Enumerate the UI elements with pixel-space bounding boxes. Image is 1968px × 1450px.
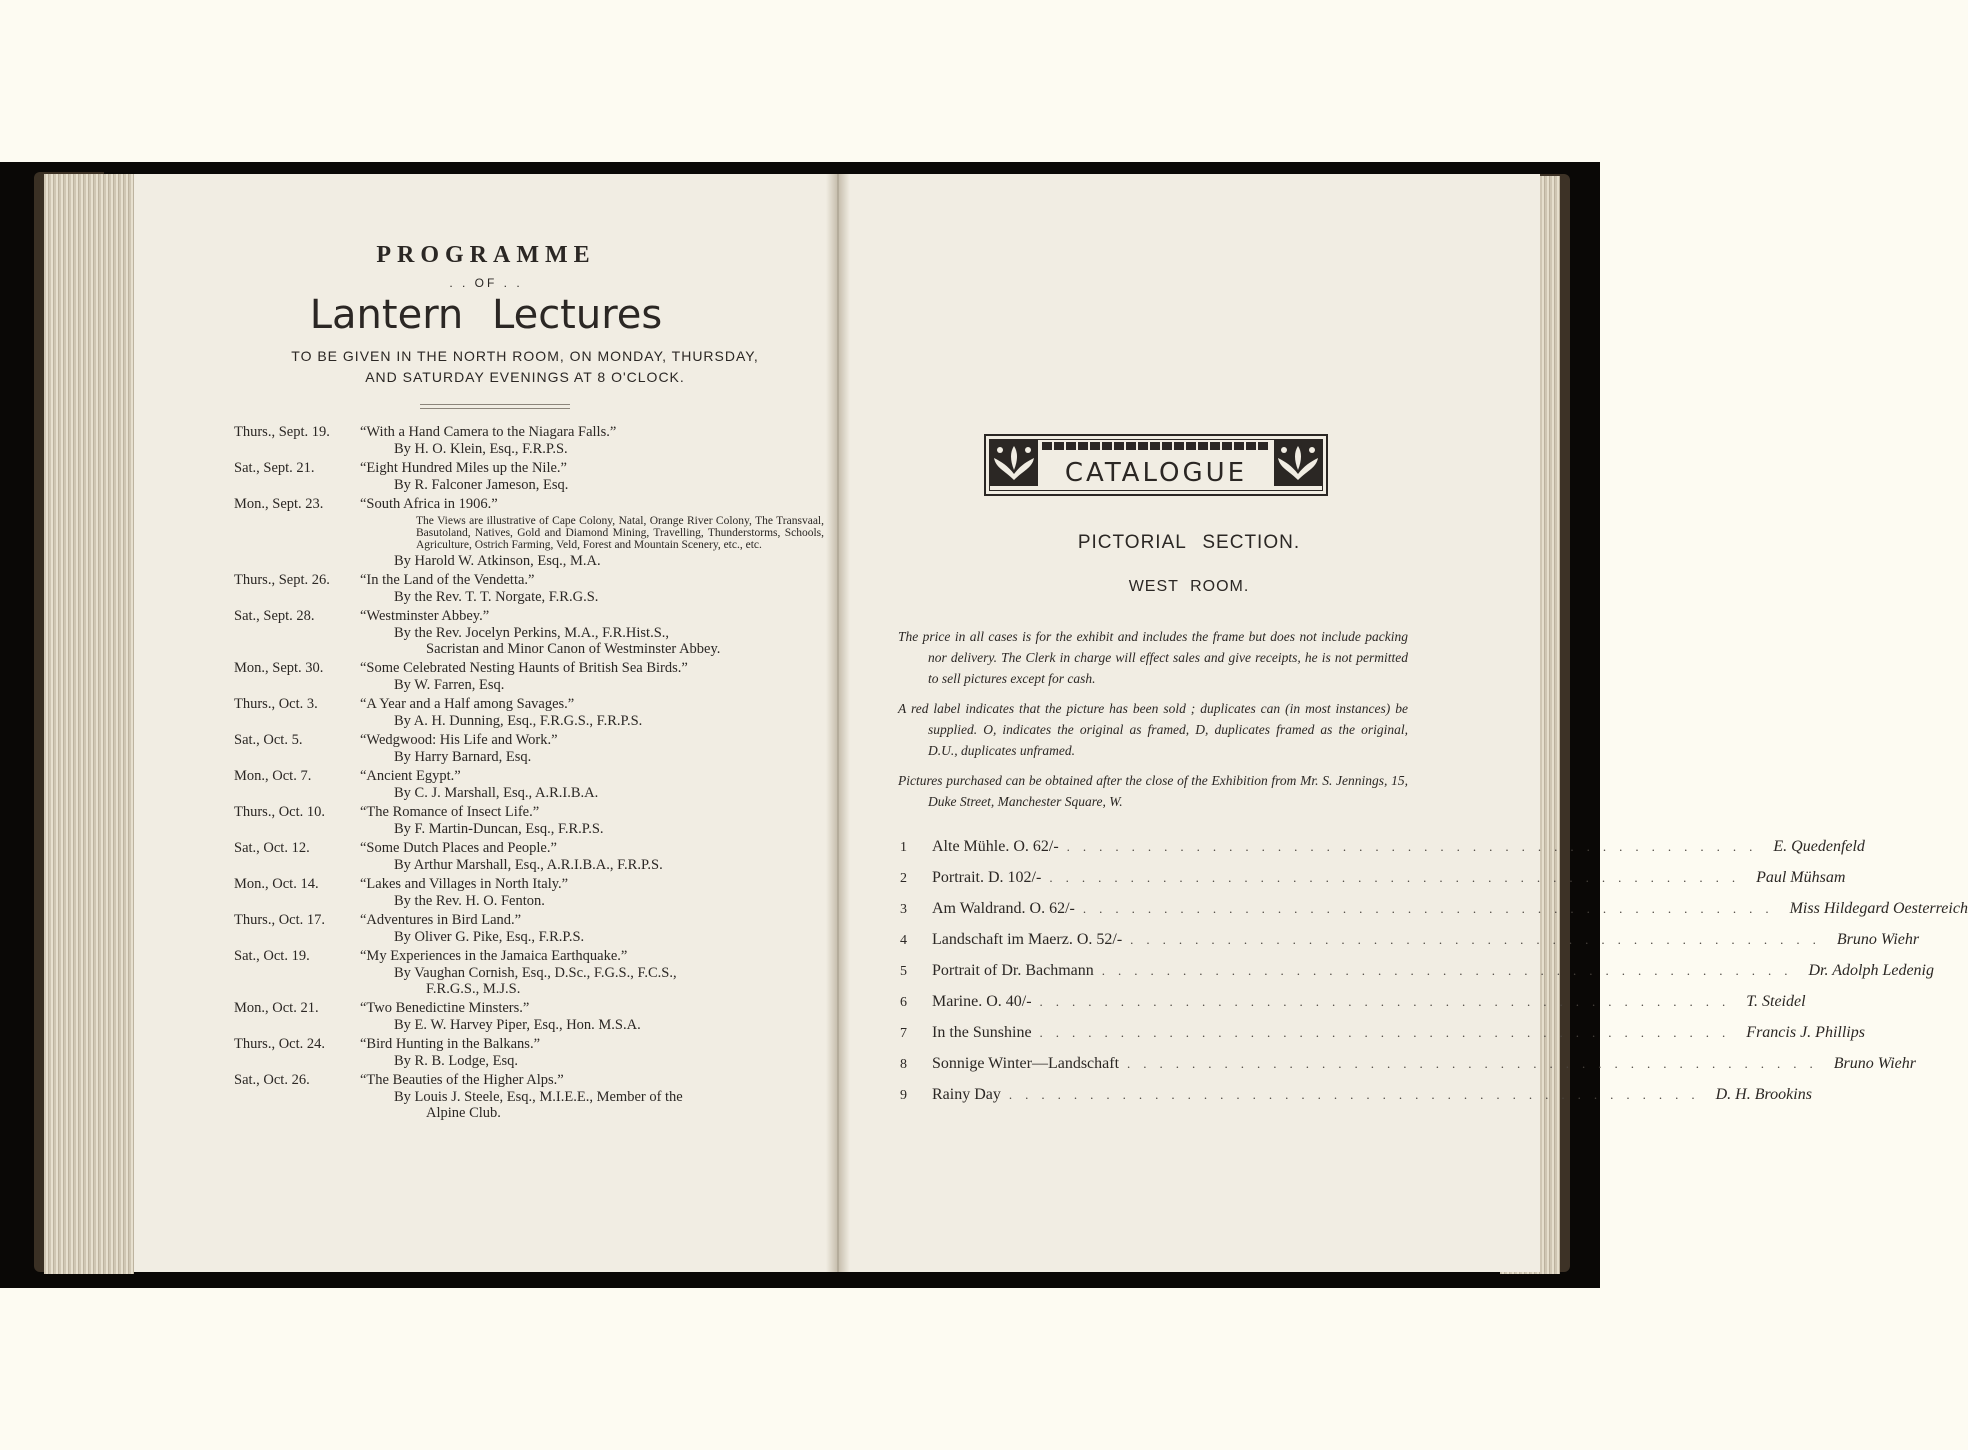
lecture-speaker: By F. Martin-Duncan, Esq., F.R.P.S. xyxy=(394,821,604,837)
item-title: Portrait. D. 102/- xyxy=(932,869,1042,886)
item-number: 1 xyxy=(900,840,907,855)
lecture-title: “A Year and a Half among Savages.” xyxy=(360,696,575,712)
programme-heading: PROGRAMME xyxy=(376,242,596,268)
item-number: 7 xyxy=(900,1026,907,1041)
lecture-speaker-cont: Sacristan and Minor Canon of Westminster Abbey. xyxy=(426,641,721,657)
lecture-date: Mon., Sept. 23. xyxy=(234,496,324,512)
item-number: 6 xyxy=(900,995,907,1010)
catalogue-title: CATALOGUE xyxy=(1064,458,1248,488)
lecture-speaker: By A. H. Dunning, Esq., F.R.G.S., F.R.P.S. xyxy=(394,713,643,729)
lecture-title: “Wedgwood: His Life and Work.” xyxy=(360,732,558,748)
lecture-date: Thurs., Oct. 10. xyxy=(234,804,326,820)
lecture-date: Sat., Oct. 12. xyxy=(234,840,310,856)
lecture-title: “Two Benedictine Minsters.” xyxy=(360,1000,530,1016)
lecture-title: “Bird Hunting in the Balkans.” xyxy=(360,1036,541,1052)
item-number: 5 xyxy=(900,964,907,979)
room-title: WEST ROOM. xyxy=(1128,578,1250,595)
item-title: Am Waldrand. O. 62/- xyxy=(932,900,1075,917)
lecture-date: Sat., Oct. 5. xyxy=(234,732,303,748)
lecture-title: “South Africa in 1906.” xyxy=(360,496,498,512)
lecture-title: “Westminster Abbey.” xyxy=(360,608,490,624)
lecture-title: “With a Hand Camera to the Niagara Falls.” xyxy=(360,424,617,440)
leader-dots: ........................................... xyxy=(1039,994,1739,1009)
lecture-date: Mon., Oct. 21. xyxy=(234,1000,319,1016)
lecture-speaker: By the Rev. T. T. Norgate, F.R.G.S. xyxy=(394,589,599,605)
lecture-date: Sat., Sept. 21. xyxy=(234,460,315,476)
lecture-speaker-cont: Alpine Club. xyxy=(426,1105,501,1121)
item-artist: Francis J. Phillips xyxy=(1746,1024,1865,1041)
item-number: 4 xyxy=(900,933,907,948)
subtitle-line-1: TO BE GIVEN IN THE NORTH ROOM, ON MONDAY, THURSDAY, xyxy=(291,348,759,364)
lecture-title: “My Experiences in the Jamaica Earthquake.” xyxy=(360,948,628,964)
lecture-entry xyxy=(234,912,824,945)
lecture-entry xyxy=(234,840,824,873)
lecture-speaker: By the Rev. H. O. Fenton. xyxy=(394,893,545,909)
catalogue-item xyxy=(900,993,1806,1024)
lecture-speaker: By R. B. Lodge, Esq. xyxy=(394,1053,519,1069)
lecture-title: “Eight Hundred Miles up the Nile.” xyxy=(360,460,567,476)
catalogue-banner xyxy=(984,434,1328,496)
of-line: . . OF . . xyxy=(449,276,523,290)
item-artist: Dr. Adolph Ledenig xyxy=(1808,962,1934,979)
lecture-title: “Some Dutch Places and People.” xyxy=(360,840,557,856)
note-paragraph: Pictures purchased can be obtained after the close of the Exhibition from Mr. S. Jennings, 15, Duke Street, Manchester Square, W. xyxy=(898,773,1408,809)
lecture-entry xyxy=(234,496,824,569)
lecture-entry xyxy=(234,804,824,837)
catalogue-item xyxy=(900,962,1934,993)
item-title: Rainy Day xyxy=(932,1086,1001,1103)
note-paragraph: The price in all cases is for the exhibit and includes the frame but does not include packing nor delivery. The Clerk in charge will effect sales and give receipts, he is not permitted to sell pictures except for cash. xyxy=(898,629,1408,686)
lecture-description: The Views are illustrative of Cape Colony, Natal, Orange River Colony, The Transvaal, Basutoland, Natives, Gold and Diamond Mining, Travelling, Thunderstorms, Schools, Agriculture, Ostrich Farming, Veld, Forest and Mountain Scenery, etc., etc. xyxy=(416,515,824,551)
item-artist: Bruno Wiehr xyxy=(1833,1055,1916,1072)
lecture-entry xyxy=(234,460,824,493)
catalogue-item xyxy=(900,869,1846,900)
lecture-entry xyxy=(234,768,824,801)
lecture-title: “The Beauties of the Higher Alps.” xyxy=(360,1072,564,1088)
lecture-speaker: By Arthur Marshall, Esq., A.R.I.B.A., F.R.P.S. xyxy=(394,857,663,873)
item-number: 3 xyxy=(900,902,907,917)
item-artist: D. H. Brookins xyxy=(1715,1086,1812,1103)
lecture-speaker: By Louis J. Steele, Esq., M.I.E.E., Member of the xyxy=(394,1089,683,1105)
lecture-entry xyxy=(234,732,824,765)
lecture-entry xyxy=(234,1036,824,1069)
lecture-title: “In the Land of the Vendetta.” xyxy=(360,572,535,588)
lecture-entry xyxy=(234,696,824,729)
item-title: Alte Mühle. O. 62/- xyxy=(932,838,1059,855)
subtitle-line-2: AND SATURDAY EVENINGS AT 8 O'CLOCK. xyxy=(365,369,685,385)
item-artist: Paul Mühsam xyxy=(1756,869,1846,886)
item-artist: T. Steidel xyxy=(1746,993,1806,1010)
lecture-speaker: By the Rev. Jocelyn Perkins, M.A., F.R.Hist.S., xyxy=(394,625,670,641)
chain-ornament xyxy=(1042,442,1270,450)
lecture-title: “The Romance of Insect Life.” xyxy=(360,804,540,820)
section-title: PICTORIAL SECTION. xyxy=(1077,532,1301,553)
catalogue-notes xyxy=(898,626,1408,821)
lecture-title: “Some Celebrated Nesting Haunts of British Sea Birds.” xyxy=(360,660,688,676)
item-number: 8 xyxy=(900,1057,907,1072)
lecture-speaker-cont: F.R.G.S., M.J.S. xyxy=(426,981,521,997)
lecture-date: Thurs., Sept. 26. xyxy=(234,572,330,588)
item-title: In the Sunshine xyxy=(932,1024,1032,1041)
catalogue-item xyxy=(900,931,1920,962)
divider-rule xyxy=(420,404,570,409)
lecture-date: Mon., Oct. 14. xyxy=(234,876,319,892)
lecture-entry xyxy=(234,660,824,693)
floral-ornament-icon xyxy=(990,440,1038,486)
catalogue-item xyxy=(900,1086,1812,1117)
note-paragraph: A red label indicates that the picture has been sold ; duplicates can (in most instances) be supplied. O, indicates the original as framed, D, duplicates framed as the original, D.U., duplicates unframed. xyxy=(898,701,1408,758)
lecture-entry xyxy=(234,876,824,909)
leader-dots: ........................................... xyxy=(1039,1025,1739,1040)
lecture-speaker: By Harry Barnard, Esq. xyxy=(394,749,532,765)
lecture-date: Mon., Sept. 30. xyxy=(234,660,324,676)
item-artist: Miss Hildegard Oesterreich xyxy=(1789,900,1968,917)
lecture-speaker: By Harold W. Atkinson, Esq., M.A. xyxy=(394,553,601,569)
lecture-entry xyxy=(234,1000,824,1033)
lecture-title: “Ancient Egypt.” xyxy=(360,768,461,784)
item-title: Portrait of Dr. Bachmann xyxy=(932,962,1094,979)
lecture-speaker: By W. Farren, Esq. xyxy=(394,677,505,693)
leader-dots: ........................................... xyxy=(1130,932,1829,947)
catalogue-item xyxy=(900,1024,1865,1055)
book-gutter xyxy=(826,174,850,1272)
item-title: Sonnige Winter—Landschaft xyxy=(932,1055,1120,1072)
lecture-speaker: By Vaughan Cornish, Esq., D.Sc., F.G.S., F.C.S., xyxy=(394,965,677,981)
lecture-entry xyxy=(234,572,824,605)
lecture-entry xyxy=(234,424,824,457)
left-page xyxy=(134,174,838,1272)
item-title: Marine. O. 40/- xyxy=(932,993,1032,1010)
leader-dots: ........................................... xyxy=(1049,870,1749,885)
catalogue-item xyxy=(900,900,1968,931)
lecture-title: “Lakes and Villages in North Italy.” xyxy=(360,876,569,892)
lecture-entry xyxy=(234,608,824,657)
item-artist: E. Quedenfeld xyxy=(1773,838,1865,855)
item-number: 9 xyxy=(900,1088,907,1103)
page-edges-left xyxy=(44,174,134,1274)
open-book xyxy=(0,162,1968,1288)
lecture-list xyxy=(234,424,824,1124)
lecture-speaker: By R. Falconer Jameson, Esq. xyxy=(394,477,569,493)
item-title: Landschaft im Maerz. O. 52/- xyxy=(932,931,1123,948)
right-page xyxy=(838,174,1968,1272)
item-number: 2 xyxy=(900,871,907,886)
lecture-date: Thurs., Oct. 3. xyxy=(234,696,318,712)
lecture-speaker: By E. W. Harvey Piper, Esq., Hon. M.S.A. xyxy=(394,1017,641,1033)
lecture-date: Thurs., Sept. 19. xyxy=(234,424,330,440)
lecture-speaker: By H. O. Klein, Esq., F.R.P.S. xyxy=(394,441,568,457)
catalogue-item xyxy=(900,838,1865,869)
leader-dots: ........................................... xyxy=(1127,1056,1826,1071)
lecture-title: “Adventures in Bird Land.” xyxy=(360,912,522,928)
lantern-lectures-title: Lantern Lectures xyxy=(309,292,663,338)
catalogue-list xyxy=(900,838,1968,1117)
leader-dots: ........................................... xyxy=(1082,901,1782,916)
lecture-date: Sat., Sept. 28. xyxy=(234,608,315,624)
floral-ornament-icon xyxy=(1274,440,1322,486)
lecture-speaker: By Oliver G. Pike, Esq., F.R.P.S. xyxy=(394,929,585,945)
lecture-date: Sat., Oct. 19. xyxy=(234,948,310,964)
leader-dots: ........................................... xyxy=(1066,839,1766,854)
lecture-entry xyxy=(234,1072,824,1121)
catalogue-item xyxy=(900,1055,1916,1086)
programme-subtitle xyxy=(230,346,820,388)
lecture-date: Thurs., Oct. 17. xyxy=(234,912,326,928)
leader-dots: ........................................... xyxy=(1008,1087,1708,1102)
lecture-entry xyxy=(234,948,824,997)
leader-dots: ........................................... xyxy=(1101,963,1801,978)
item-artist: Bruno Wiehr xyxy=(1836,931,1920,948)
lecture-date: Thurs., Oct. 24. xyxy=(234,1036,326,1052)
lecture-date: Mon., Oct. 7. xyxy=(234,768,312,784)
lecture-date: Sat., Oct. 26. xyxy=(234,1072,310,1088)
lecture-speaker: By C. J. Marshall, Esq., A.R.I.B.A. xyxy=(394,785,599,801)
